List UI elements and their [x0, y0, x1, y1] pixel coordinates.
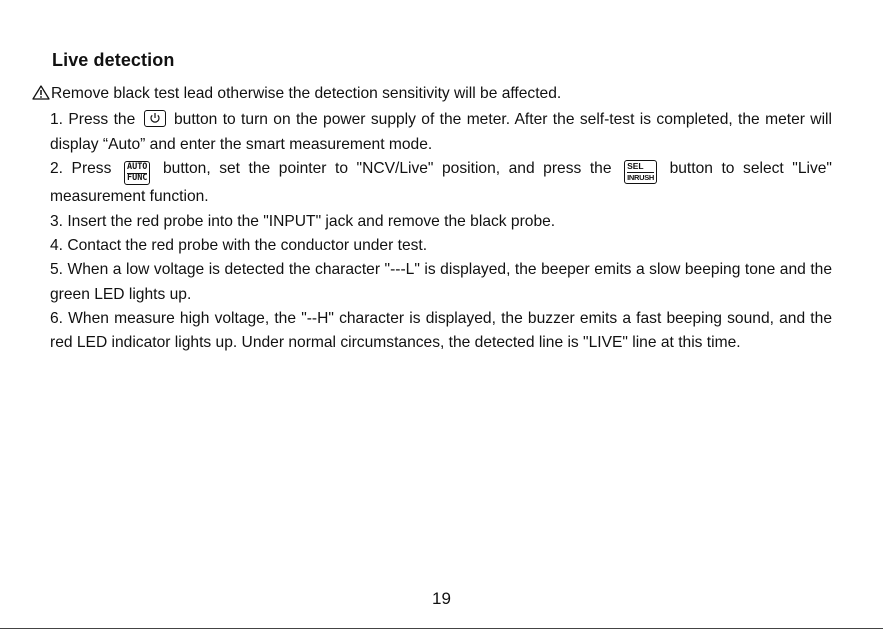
- step-4: 4. Contact the red probe with the conductor under test.: [50, 236, 428, 254]
- step-2-end: button to select "Live" measurement function.: [50, 159, 832, 206]
- warning-triangle-icon: [32, 84, 50, 108]
- step-3: 3. Insert the red probe into the "INPUT" jack and remove the black probe.: [50, 212, 556, 230]
- footer-divider: [0, 628, 883, 629]
- warning-text: Remove black test lead otherwise the detection sensitivity will be affected.: [51, 85, 562, 102]
- warning-note: [32, 82, 832, 108]
- power-button-icon: [144, 110, 166, 127]
- inrush-key-label: INRUSH: [627, 172, 655, 182]
- step-5: 5. When a low voltage is detected the character "---L" is displayed, the beeper emits a slow beeping tone and the green LED lights up.: [50, 261, 832, 303]
- step-6: 6. When measure high voltage, the "--H" character is displayed, the buzzer emits a fast beeping sound, and the red LED indicator lights up. Under normal circumstances, the detected line is "LIVE" line at this time.: [50, 309, 832, 352]
- step-2: [50, 157, 832, 210]
- step-1-start: 1. Press the: [50, 111, 136, 129]
- page-number: 19: [432, 589, 451, 608]
- sel-key-label: SEL: [627, 162, 654, 173]
- step-2-start: 2. Press: [50, 159, 112, 177]
- func-key-label: FUNC: [126, 172, 148, 183]
- auto-func-key-icon: [124, 161, 150, 185]
- auto-key-label: AUTO: [126, 162, 148, 173]
- sel-inrush-key-icon: [624, 160, 657, 184]
- step-1: [50, 108, 832, 157]
- step-2-middle: button, set the pointer to "NCV/Live" position, and press the: [162, 159, 612, 177]
- section-heading: Live detection: [52, 50, 175, 70]
- step-1-end: button to turn on the power supply of the meter. After the self-test is completed, the meter will display “Auto” and enter the smart measurement mode.: [50, 111, 832, 153]
- instructions: [50, 82, 832, 355]
